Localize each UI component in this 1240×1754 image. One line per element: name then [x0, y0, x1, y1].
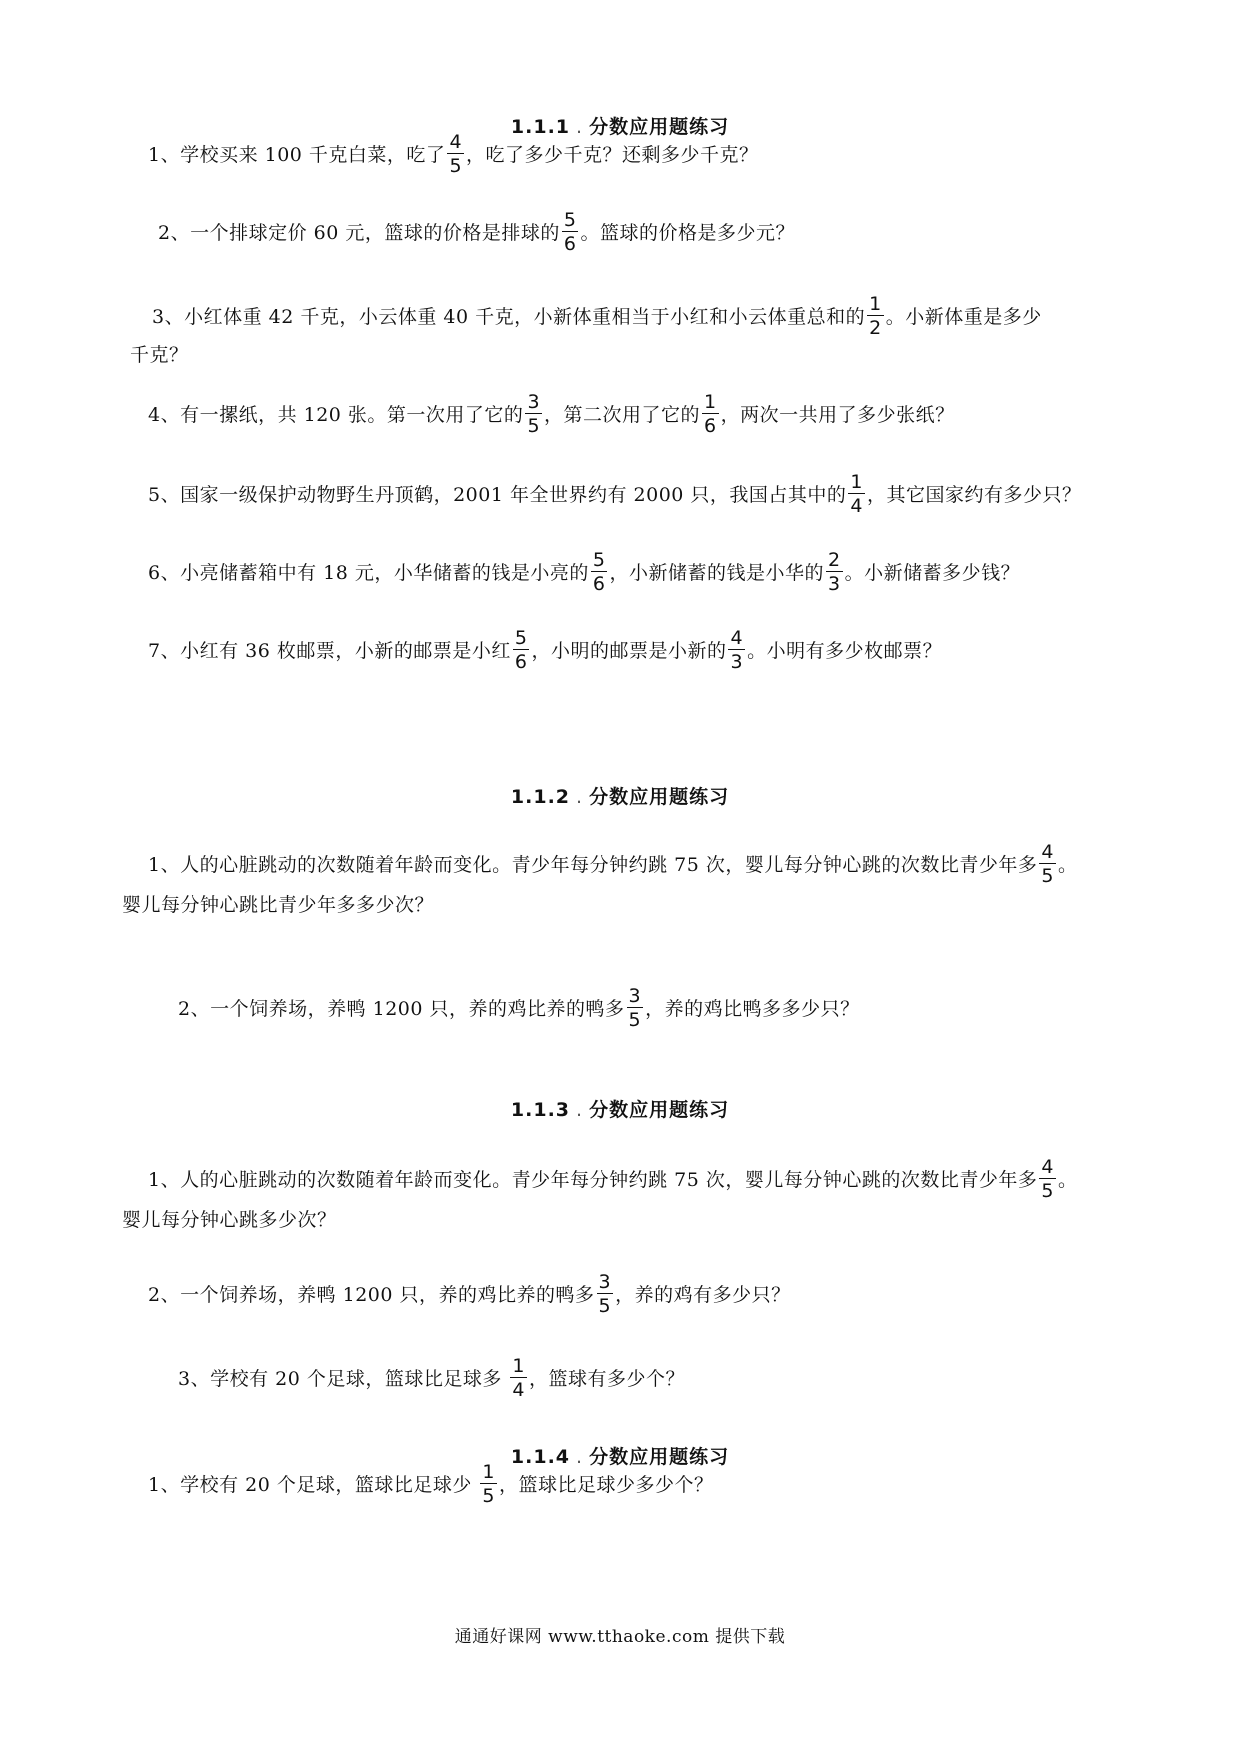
section-number: 1.1.1: [510, 116, 571, 138]
question-text: 4、有一摞纸，共 120 张。第一次用了它的: [148, 404, 524, 426]
question-text: 6、小亮储蓄箱中有 18 元，小华储蓄的钱是小亮的: [148, 562, 589, 584]
question-text: ，第二次用了它的: [544, 404, 701, 426]
question: [152, 292, 1042, 342]
question-text: ，篮球比足球少多少个？: [498, 1474, 714, 1496]
numerator: 1: [850, 471, 864, 493]
heading-separator: .: [576, 786, 584, 808]
fraction: [702, 392, 719, 436]
section-heading: [0, 782, 1240, 809]
denominator: 2: [869, 317, 882, 339]
fraction: [480, 1462, 497, 1506]
question-text: 2、一个排球定价 60 元，篮球的价格是排球的: [158, 222, 560, 244]
numerator: 4: [1041, 841, 1054, 863]
numerator: 1: [869, 293, 882, 315]
question: [148, 548, 1020, 598]
question: [178, 1354, 685, 1404]
denominator: 6: [563, 233, 577, 255]
numerator: 3: [527, 391, 541, 413]
fraction: [1039, 842, 1056, 886]
question-text: 1、学校有 20 个足球，篮球比足球少: [148, 1474, 479, 1496]
section-title: 分数应用题练习: [589, 1099, 730, 1121]
numerator: 4: [449, 131, 463, 153]
heading-separator: .: [576, 1446, 584, 1468]
question-text: ，两次一共用了多少张纸？: [720, 404, 955, 426]
question: [158, 208, 795, 258]
section-title: 分数应用题练习: [589, 1446, 730, 1468]
question-text: 2、一个饲养场，养鸭 1200 只，养的鸡比养的鸭多: [148, 1284, 595, 1306]
section-number: 1.1.4: [510, 1446, 571, 1468]
question-text: 2、一个饲养场，养鸭 1200 只，养的鸡比养的鸭多: [178, 998, 625, 1020]
question-text: 千克？: [130, 344, 189, 366]
question-text: ，吃了多少千克？还剩多少千克？: [466, 144, 759, 166]
fraction: [597, 1272, 614, 1316]
fraction: [510, 1356, 527, 1400]
numerator: 1: [704, 391, 717, 413]
denominator: 5: [1041, 865, 1054, 887]
fraction: [848, 472, 865, 516]
numerator: 4: [1041, 1156, 1054, 1178]
question: [148, 1460, 714, 1510]
fraction: [562, 210, 579, 254]
question-text: 7、小红有 36 枚邮票，小新的邮票是小红: [148, 640, 511, 662]
question-text: 。: [1057, 854, 1078, 876]
denominator: 5: [628, 1009, 642, 1031]
section-title: 分数应用题练习: [589, 786, 730, 808]
question-text: 。小新储蓄多少钱？: [844, 562, 1021, 584]
question-text: 。小新体重是多少: [885, 306, 1042, 328]
denominator: 3: [730, 651, 744, 673]
question-text: 1、学校买来 100 千克白菜，吃了: [148, 144, 446, 166]
question: [148, 470, 1082, 520]
question: [178, 984, 860, 1034]
section-number: 1.1.2: [510, 786, 571, 808]
denominator: 6: [514, 651, 528, 673]
denominator: 4: [850, 495, 864, 517]
fraction: [591, 550, 608, 594]
question-text: ，其它国家约有多少只？: [867, 484, 1082, 506]
question-text: 1、人的心脏跳动的次数随着年龄而变化。青少年每分钟约跳 75 次，婴儿每分钟心跳的次数比青少年多: [148, 1169, 1038, 1191]
numerator: 2: [827, 549, 841, 571]
denominator: 5: [1041, 1180, 1054, 1202]
question-text: 。小明有多少枚邮票？: [747, 640, 943, 662]
question-text: 。篮球的价格是多少元？: [580, 222, 795, 244]
question: [148, 1270, 791, 1320]
denominator: 6: [592, 573, 606, 595]
question-continuation: [130, 330, 189, 380]
section-number: 1.1.3: [510, 1099, 571, 1121]
fraction: [728, 628, 745, 672]
numerator: 5: [592, 549, 606, 571]
fraction: [1039, 1157, 1056, 1201]
question-text: 5、国家一级保护动物野生丹顶鹤，2001 年全世界约有 2000 只，我国占其中的: [148, 484, 847, 506]
denominator: 5: [598, 1295, 612, 1317]
numerator: 3: [628, 985, 642, 1007]
question-text: ，养的鸡比鸭多多少只？: [645, 998, 860, 1020]
fraction: [525, 392, 542, 436]
question-text: 1、人的心脏跳动的次数随着年龄而变化。青少年每分钟约跳 75 次，婴儿每分钟心跳的次数比青少年多: [148, 854, 1038, 876]
fraction: [627, 986, 644, 1030]
question-text: 3、学校有 20 个足球，篮球比足球多: [178, 1368, 509, 1390]
denominator: 4: [512, 1379, 525, 1401]
section-title: 分数应用题练习: [589, 116, 730, 138]
question-text: 3、小红体重 42 千克，小云体重 40 千克，小新体重相当于小红和小云体重总和的: [152, 306, 866, 328]
denominator: 6: [704, 415, 717, 437]
denominator: 5: [482, 1485, 495, 1507]
question-text: 。: [1057, 1169, 1078, 1191]
question-text: ，篮球有多少个？: [528, 1368, 685, 1390]
numerator: 1: [512, 1355, 525, 1377]
question-text: ，小新储蓄的钱是小华的: [609, 562, 824, 584]
fraction: [867, 294, 884, 338]
question: [148, 390, 955, 440]
page-footer: 通通好课网 www.tthaoke.com 提供下载: [454, 1627, 786, 1647]
question-text: ，小明的邮票是小新的: [531, 640, 727, 662]
denominator: 3: [827, 573, 841, 595]
heading-separator: .: [576, 116, 584, 138]
numerator: 5: [563, 209, 577, 231]
heading-separator: .: [576, 1099, 584, 1121]
question-continuation: [122, 1195, 337, 1245]
question: [148, 626, 942, 676]
numerator: 4: [730, 627, 744, 649]
question-text: 婴儿每分钟心跳多少次？: [122, 1209, 337, 1231]
question-text: 婴儿每分钟心跳比青少年多多少次？: [122, 894, 435, 916]
numerator: 5: [514, 627, 528, 649]
numerator: 1: [482, 1461, 495, 1483]
question-text: ，养的鸡有多少只？: [615, 1284, 791, 1306]
fraction: [513, 628, 530, 672]
numerator: 3: [598, 1271, 612, 1293]
section-heading: [0, 1095, 1240, 1122]
denominator: 5: [527, 415, 541, 437]
fraction: [447, 132, 464, 176]
question-continuation: [122, 880, 434, 930]
denominator: 5: [449, 155, 463, 177]
fraction: [826, 550, 843, 594]
question: [148, 130, 759, 180]
